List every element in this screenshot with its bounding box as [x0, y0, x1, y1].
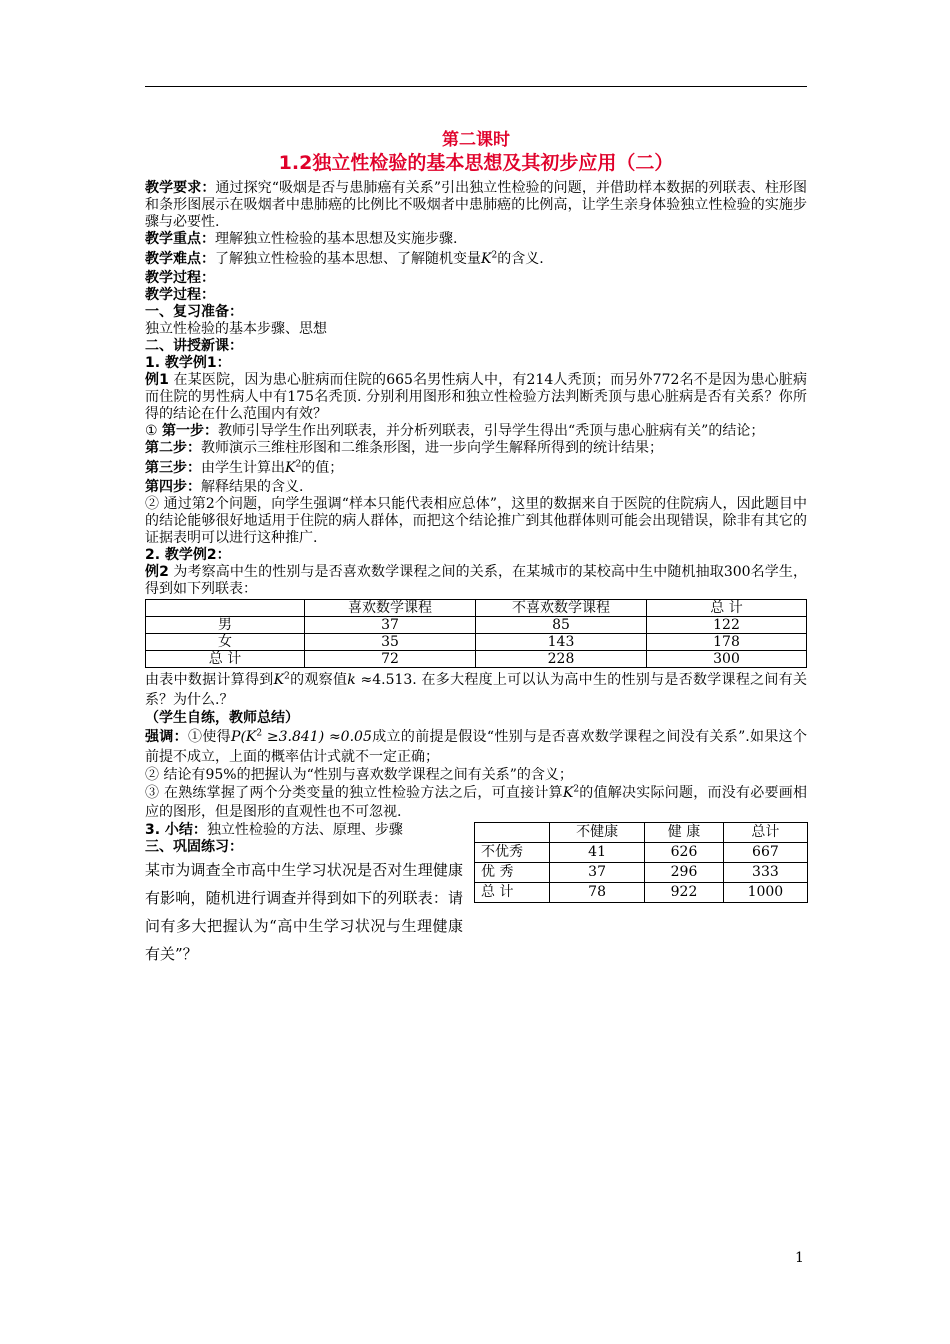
section-1-heading: 一、复习准备： [145, 304, 243, 320]
step-2: 第二步：教师演示三维柱形图和二维条形图，进一步向学生解释所得到的统计结果； [145, 440, 663, 456]
table-row: 总 计 72 228 300 [146, 651, 807, 668]
teaching-requirements: 教学要求：通过探究“吸烟是否与患肺癌有关系”引出独立性检验的问题，并借助样本数据的列联表、柱形图和条形图展示在吸烟者中患肺癌的比例比不吸烟者中患肺癌的比例高，让学生亲身体验独立性检验的实施步骤与必要性. [145, 180, 808, 230]
section-2-heading: 二、讲授新课： [145, 338, 243, 354]
table-header-row: 喜欢数学课程 不喜欢数学课程 总 计 [146, 600, 807, 617]
teaching-key-points: 教学重点：理解独立性检验的基本思想及实施步骤. [145, 231, 458, 247]
practice-question: 某市为调查全市高中生学习状况是否对生理健康有影响，随机进行调查并得到如下的列联表：请问有多大把握认为“高中生学习状况与生理健康有关”？ [145, 861, 463, 963]
step-4: 第四步：解释结果的含义. [145, 479, 304, 495]
table-header-row: 不健康 健 康 总计 [475, 823, 808, 843]
table-row: 总 计 78 922 1000 [475, 883, 808, 903]
contingency-table-math [145, 599, 807, 668]
contingency-table-health [474, 822, 808, 903]
lesson-subtitle: 1.2独立性检验的基本思想及其初步应用（二） [278, 152, 674, 174]
summary: 3. 小结：独立性检验的方法、原理、步骤 [145, 822, 403, 838]
emphasis-1: 强调：①使得$P(K^2 \ge 3.841) \approx 0.05$成立的前提是假设“性别与是否喜欢数学课程之间没有关系”.如果这个前提不成立，上面的概率估计式就不一定正确； [145, 728, 808, 765]
table-row: 女 35 143 178 [146, 634, 807, 651]
lesson-content [145, 180, 808, 963]
table-row: 优 秀 37 296 333 [475, 863, 808, 883]
process-heading-1: 教学过程： [145, 270, 215, 286]
table-row: 男 37 85 122 [146, 617, 807, 634]
teaching-difficulties: 教学难点：了解独立性检验的基本思想、了解随机变量$K^2$的含义. [145, 250, 544, 267]
step-1: ① 第一步：教师引导学生作出列联表，并分析列联表，引导学生得出“秃顶与患心脏病有关”的结论； [145, 423, 765, 439]
section-3-heading: 三、巩固练习： [145, 839, 243, 855]
emphasis-3: ③ 在熟练掌握了两个分类变量的独立性检验方法之后，可直接计算$K^2$的值解决实际问题，而没有必要画相应的图形，但是图形的直观性也不可忽视. [145, 784, 808, 820]
process-heading-2: 教学过程： [145, 287, 215, 303]
table-row: 不优秀 41 626 667 [475, 843, 808, 863]
lesson-title: 第二课时 [442, 130, 510, 150]
practice-section [145, 822, 807, 963]
example-2-question: 由表中数据计算得到$K^2$的观察值k ≈4.513. 在多大程度上可以认为高中生的性别与是否数学课程之间有关系？为什么.？ [145, 671, 808, 708]
example-1-text: 例1 在某医院，因为患心脏病而住院的665名男性病人中，有214人秃顶；而另外772名不是因为患心脏病而住院的男性病人中有175名秃顶. 分别利用图形和独立性检验方法判断秃顶与患心脏病是否有关系？你所得的结论在什么范围内有效？ [145, 372, 807, 422]
example-1-heading: 1. 教学例1： [145, 355, 231, 371]
step-3: 第三步：由学生计算出$K^2$的值； [145, 459, 344, 476]
example-2-heading: 2. 教学例2： [145, 547, 231, 563]
practice-left-column [145, 822, 463, 968]
section-1-text: 独立性检验的基本步骤、思想 [145, 321, 327, 337]
header-rule [145, 86, 807, 87]
emphasis-2: ② 结论有95%的把握认为“性别与喜欢数学课程之间有关系”的含义； [145, 767, 573, 783]
note-2: ② 通过第2个问题，向学生强调“样本只能代表相应总体”，这里的数据来自于医院的住院病人，因此题目中的结论能够很好地适用于住院的病人群体，而把这个结论推广到其他群体则可能会出现错误，除非有其它的证据表明可以进行这种推广. [145, 496, 807, 546]
example-2-text: 例2 为考察高中生的性别与是否喜欢数学课程之间的关系，在某城市的某校高中生中随机抽取300名学生，得到如下列联表： [145, 564, 807, 597]
page-number: 1 [795, 1250, 804, 1266]
self-practice-note: （学生自练，教师总结） [145, 710, 299, 726]
